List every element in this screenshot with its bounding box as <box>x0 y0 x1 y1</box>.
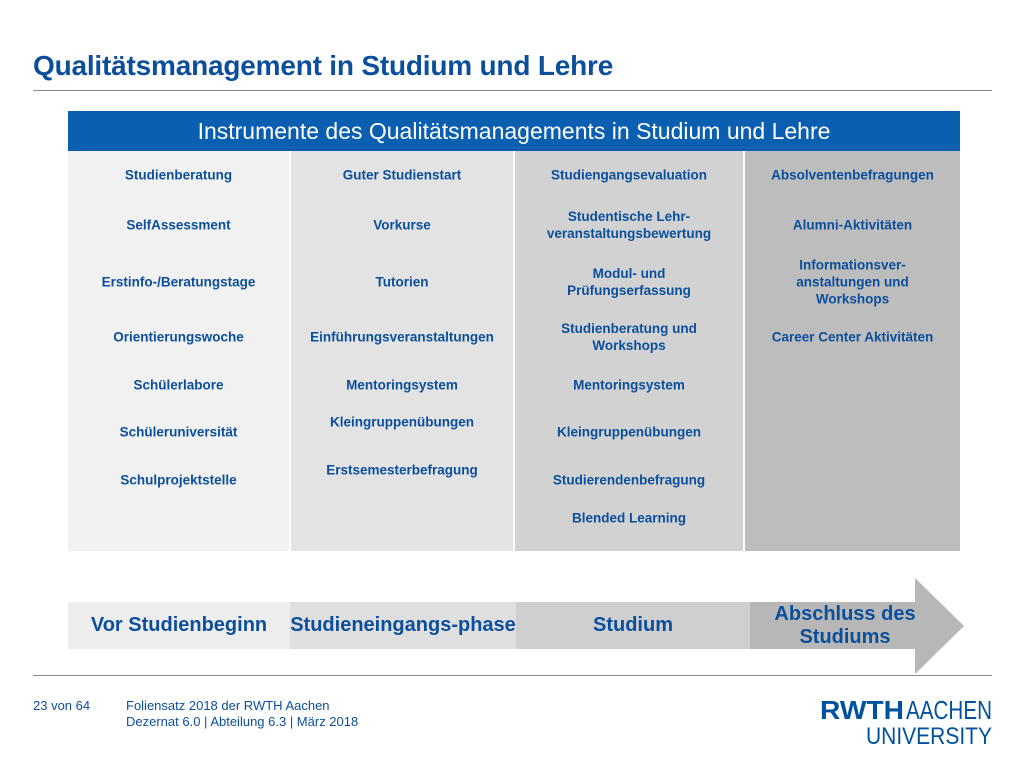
slide-title: Qualitätsmanagement in Studium und Lehre <box>33 50 614 81</box>
list-item: Guter Studienstart <box>342 167 462 183</box>
phase-vor-studienbeginn: Vor Studienbeginn <box>68 602 290 649</box>
list-item: Alumni-Aktivitäten <box>792 217 913 233</box>
list-item: Orientierungswoche <box>113 329 244 345</box>
list-item: Absolventenbefragungen <box>771 167 934 183</box>
list-item: Studienberatung <box>124 167 233 183</box>
list-item: Kleingruppenübungen <box>330 414 474 430</box>
list-item: Schulprojektstelle <box>120 472 237 488</box>
list-item: Modul- und Prüfungserfassung <box>567 266 691 298</box>
list-item: Studiengangsevaluation <box>550 167 708 183</box>
phase-studieneingangsphase: Studieneingangs-phase <box>290 602 516 649</box>
list-item: Studienberatung und Workshops <box>561 321 697 353</box>
list-item: Kleingruppenübungen <box>557 424 701 440</box>
title-divider <box>33 90 992 91</box>
rwth-logo <box>820 695 995 750</box>
list-item: Schülerlabore <box>133 377 224 393</box>
phase-abschluss: Abschluss des Studiums <box>774 602 916 648</box>
list-item: Mentoringsystem <box>573 377 685 393</box>
list-item: Tutorien <box>375 274 429 290</box>
list-item: Studierendenbefragung <box>552 472 706 488</box>
column-vor-studienbeginn <box>68 151 289 551</box>
list-item: Studentische Lehr-veranstaltungsbewertung <box>546 209 712 241</box>
svg-text:UNIVERSITY: UNIVERSITY <box>866 723 992 750</box>
list-item: Erstsemesterbefragung <box>326 462 478 478</box>
footer-line-1: Foliensatz 2018 der RWTH Aachen <box>126 698 330 713</box>
list-item: Vorkurse <box>373 217 431 233</box>
svg-text:AACHEN: AACHEN <box>906 695 992 725</box>
list-item: SelfAssessment <box>126 217 231 233</box>
footer-divider <box>33 675 992 676</box>
column-studieneingangsphase <box>291 151 513 551</box>
list-item: Erstinfo-/Beratungstage <box>101 274 256 290</box>
svg-text:RWTH: RWTH <box>820 695 904 725</box>
footer-line-2: Dezernat 6.0 | Abteilung 6.3 | März 2018 <box>126 714 359 729</box>
list-item: Einführungsveranstaltungen <box>310 329 494 345</box>
column-studium <box>515 151 743 551</box>
list-item: Blended Learning <box>571 510 686 526</box>
list-item: Mentoringsystem <box>346 377 458 393</box>
phase-studium: Studium <box>516 602 750 649</box>
list-item: Career Center Aktivitäten <box>771 329 934 345</box>
list-item: Informationsver-anstaltungen und Workshops <box>796 257 909 307</box>
panel-header: Instrumente des Qualitätsmanagements in Studium und Lehre <box>68 111 960 151</box>
list-item: Schüleruniversität <box>119 424 238 440</box>
page-number: 23 von 64 <box>33 698 91 713</box>
column-abschluss <box>745 151 960 551</box>
